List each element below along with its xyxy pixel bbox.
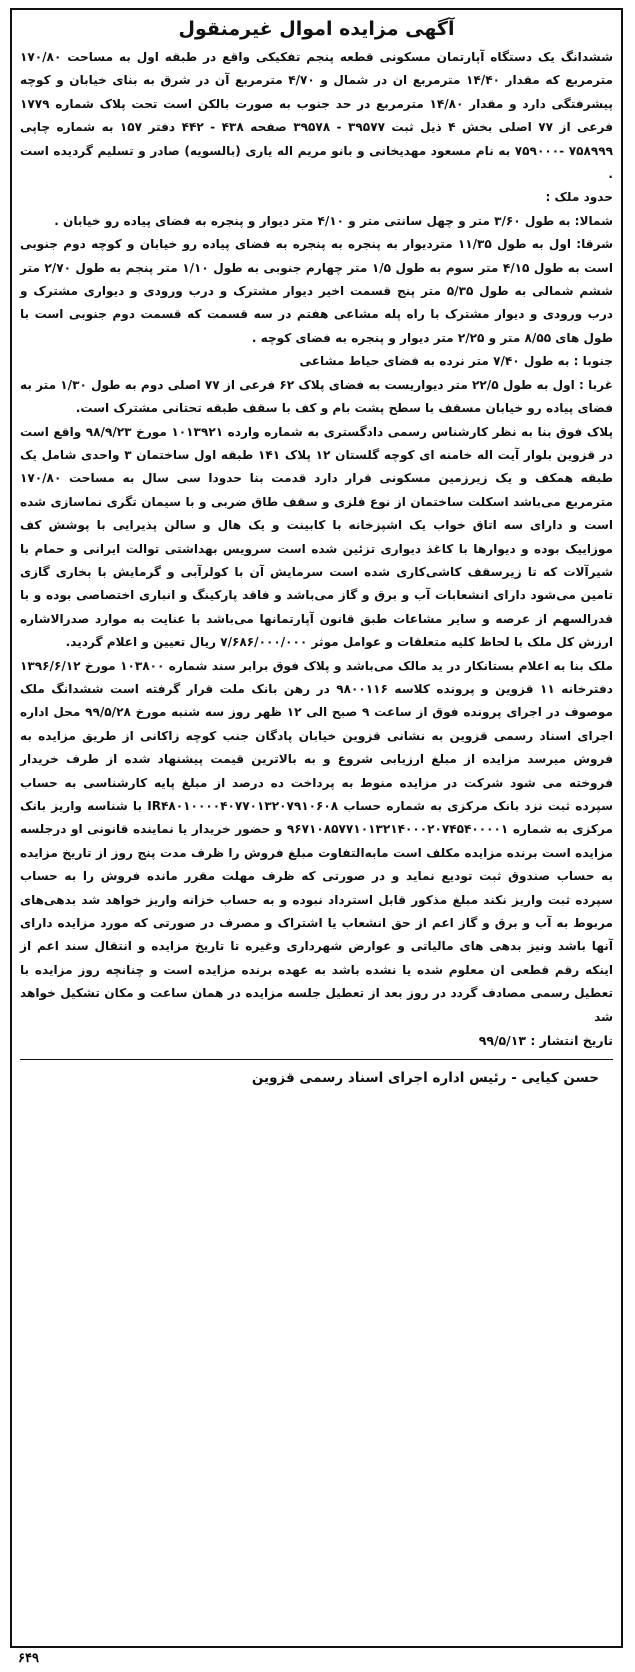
- paragraph-north-boundary: شمالا: به طول ۳/۶۰ متر و چهل سانتی متر و ۴/۱۰ متر دیوار و پنجره به فضای پیاده رو خیابان .: [54, 213, 613, 228]
- notice-box: [10, 8, 623, 1648]
- divider: [20, 1059, 613, 1060]
- publish-date: تاریخ انتشار : ۹۹/۵/۱۳: [478, 1033, 613, 1049]
- paragraph-west-boundary: غربا : اول به طول ۲۲/۵ متر دیواریست به فضای پلاک ۶۲ فرعی از ۷۷ اصلی دوم به طول ۱/۳۰ متر به فضای پیاده رو خیابان مسقف با سطح پشت بام و کف با سقف طبقه تحتانی مشترک است.: [20, 377, 613, 416]
- notice-body: [20, 46, 613, 1029]
- signature-line: حسن کیایی - رئیس اداره اجرای اسناد رسمی قزوین: [251, 1070, 599, 1087]
- paragraph-south-boundary: جنوبا : به طول ۷/۴۰ متر نرده به فضای حیاط مشاعی: [299, 354, 613, 369]
- notice-title: آگهی مزایده اموال غیرمنقول: [178, 18, 455, 40]
- page-number: ۶۴۹: [18, 1650, 39, 1665]
- paragraph-property-description: ششدانگ یک دستگاه آپارتمان مسکونی قطعه پنجم تفکیکی واقع در طبقه اول به مساحت ۱۷۰/۸۰ مترمربع که مقدار ۱۴/۴۰ مترمربع ان در شمال و ۴/۷۰ مترمربع آن در شرق به بنای خیابان و کوچه پیشرفتگی دارد و مقدار ۱۴/۸۰ مترمربع در حد جنوب به صورت بالکن است تحت پلاک شماره ۱۷۷۹ فرعی از ۷۷ اصلی بخش ۴ ذیل ثبت ۳۹۵۷۷ - ۳۹۵۷۸ صفحه ۴۳۸ - ۴۴۲ دفتر ۱۵۷ به شماره چاپی ۷۵۸۹۹۹ -۷۵۹۰۰۰ به نام مسعود مهدیخانی و بانو مریم اله یاری (بالسویه) صادر و تسلیم گردیده است .: [20, 50, 614, 182]
- paragraph-boundaries-heading: حدود ملک :: [545, 190, 613, 205]
- paragraph-expert-appraisal: پلاک فوق بنا به نظر کارشناس رسمی دادگستری به شماره وارده ۱۰۱۳۹۲۱ مورخ ۹۸/۹/۲۳ واقع است در قزوین بلوار آیت اله خامنه ای کوچه گلستان ۱۲ پلاک ۱۴۱ طبقه اول ساختمان ۳ واحدی شامل یک طبقه همکف و یک زیرزمین مسکونی قرار دارد قدمت بنا حدودا سی سال به مساحت ۱۷۰/۸۰ مترمربع می‌باشد اسکلت ساختمان از نوع فلزی و سقف طاق ضربی و با سیمان تگری نماسازی شده است و دارای سه اتاق خواب یک اشپزخانه با کابینت و یک هال و سالن پذیرایی با پوشش کف موزاییک بوده و دیوارها با کاغذ دیواری تزئین شده است سرویس بهداشتی توالت ایرانی و حمام با شیرآلات که تا زیرسقف کاشی‌کاری شده است سرمایش آن با کولرآبی و گرمایش با بخاری گازی تامین می‌شود دارای انشعابات آب و برق و گاز می‌باشد و فاقد پارکینگ و انباری اختصاصی بوده و با قدرالسهم از عرصه و سایر مشاعات طبق قانون آپارتمانها می‌باشد با عنایت به موارد صدرالاشاره ارزش کل ملک با لحاظ کلیه متعلقات و عوامل موثر ۷/۶۸۶/۰۰۰/۰۰۰ ریال تعیین و اعلام گردید.: [20, 424, 614, 650]
- paragraph-auction-terms: ملک بنا به اعلام بستانکار در ید مالک می‌باشد و پلاک فوق برابر سند شماره ۱۰۳۸۰۰ مورخ ۱۳۹۶/۶/۱۲ دفترخانه ۱۱ قزوین و پرونده کلاسه ۹۸۰۰۱۱۶ در رهن بانک ملت قرار گرفته است ششدانگ ملک موصوف در اجرای پرونده فوق از ساعت ۹ صبح الی ۱۲ ظهر روز سه شنبه مورخ ۹۹/۵/۲۸ محل اداره اجرای اسناد رسمی قزوین به نشانی قزوین خیابان پادگان جنب کوچه زاکانی از طریق مزایده به فروش میرسد مزایده از مبلغ ارزیابی شروع و به بالاترین قیمت پیشنهاد شده از طرف خریدار فروخته می شود شرکت در مزایده منوط به پرداخت ده درصد از مبلغ پایه کارشناسی به حساب سپرده ثبت نزد بانک مرکزی به شماره حساب IR۴۸۰۱۰۰۰۰۴۰۷۷۰۱۳۲۰۷۹۱۰۶۰۸ با شناسه واریز بانک مرکزی به شماره ۹۶۷۱۰۸۵۷۷۱۰۱۳۲۱۴۰۰۰۲۰۷۴۵۴۰۰۰۰۱ و حضور خریدار یا نماینده قانونی او درجلسه مزایده است برنده مزایده مکلف است مابه‌التفاوت مبلغ فروش را ظرف مدت پنج روز از تاریخ مزایده به حساب صندوق ثبت تودیع نماید و در صورتی که ظرف مهلت مقرر مانده فروش را به حساب سپرده ثبت واریز نکند مبلغ مذکور قابل استرداد نبوده و به حساب خزانه واریز خواهد شد بدهی‌های مربوط به آب و برق و گاز اعم از حق انشعاب یا اشتراک و مصرف در صورتی که مورد مزایده دارای آنها باشد ونیز بدهی های مالیاتی و عوارض شهرداری وغیره تا تاریخ مزایده و انتقال سند اعم از اینکه رقم قطعی ان معلوم شده یا نشده باشد به عهده برنده مزایده است و چنانچه روز مزایده با تعطیل رسمی مصادف گردد در روز بعد از تعطیل جلسه مزایده در همان ساعت و مکان تشکیل خواهد شد: [20, 658, 614, 1024]
- paragraph-east-boundary: شرقا: اول به طول ۱۱/۳۵ متردیوار به پنجره به پنجره به فضای پیاده رو خیابان و کوچه دوم جنوبی است به طول ۴/۱۵ متر سوم به طول ۱/۵ متر چهارم جنوبی به طول ۱/۱۰ متر پنجم به طول ۲/۷۰ متر ششم شمالی به طول ۵/۳۵ متر پنج قسمت اخیر دیوار مشترک و درب ورودی و دیواری مشترک و درب ورودی و دیوار مشترک با راه پله مشاعی هفتم در سه قسمت که قسمت دوم جنوبی است با طول های ۸/۵۵ متر و ۲/۲۵ متر دیوار و پنجره به فضای کوچه .: [20, 237, 614, 345]
